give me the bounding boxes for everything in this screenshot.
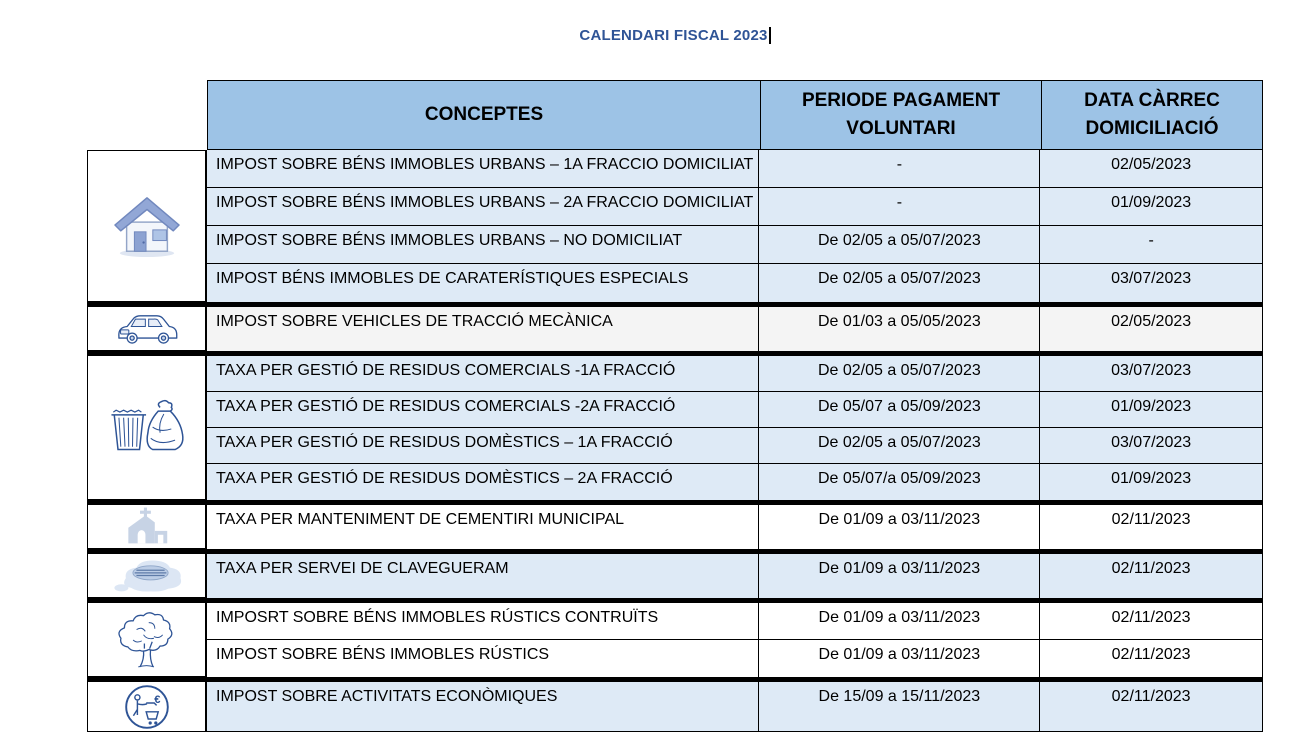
house-icon bbox=[87, 150, 207, 302]
tree-icon bbox=[87, 603, 207, 677]
period-cell: De 02/05 a 05/07/2023 bbox=[759, 356, 1040, 391]
table-row bbox=[207, 428, 1263, 464]
period-cell: De 05/07 a 05/09/2023 bbox=[759, 392, 1040, 427]
concept-cell: IMPOST SOBRE BÉNS IMMOBLES RÚSTICS bbox=[207, 640, 759, 677]
concept-cell: TAXA PER MANTENIMENT DE CEMENTIRI MUNICIPAL bbox=[207, 505, 759, 549]
charge-date-cell: - bbox=[1148, 232, 1154, 249]
charge-date-cell: 03/07/2023 bbox=[1111, 434, 1192, 451]
table-row bbox=[207, 356, 1263, 392]
concept-cell: TAXA PER GESTIÓ DE RESIDUS DOMÈSTICS – 1A FRACCIÓ bbox=[207, 428, 759, 463]
header-data-carrec: DATA CÀRREC DOMICILIACIÓ bbox=[1041, 81, 1262, 149]
charge-date-cell: 02/11/2023 bbox=[1111, 609, 1191, 626]
table-section bbox=[87, 603, 1263, 677]
period-cell: - bbox=[759, 188, 1040, 225]
charge-date-cell: 02/11/2023 bbox=[1111, 560, 1191, 577]
header-conceptes: CONCEPTES bbox=[424, 104, 544, 126]
charge-date-cell: 03/07/2023 bbox=[1111, 362, 1192, 379]
table-row bbox=[207, 464, 1263, 500]
period-cell: De 01/09 a 03/11/2023 bbox=[759, 554, 1040, 598]
church-cemetery-icon bbox=[87, 505, 207, 549]
table-row bbox=[207, 188, 1263, 226]
concept-cell: TAXA PER GESTIÓ DE RESIDUS DOMÈSTICS – 2A FRACCIÓ bbox=[207, 464, 759, 500]
charge-date-cell: 02/05/2023 bbox=[1111, 156, 1192, 173]
table-section bbox=[87, 554, 1263, 598]
period-cell: De 15/09 a 15/11/2023 bbox=[759, 682, 1040, 731]
table-section bbox=[87, 682, 1263, 732]
table-row bbox=[207, 682, 1263, 732]
period-cell: De 01/09 a 03/11/2023 bbox=[759, 603, 1040, 639]
table-row bbox=[207, 264, 1263, 302]
concept-cell: TAXA PER GESTIÓ DE RESIDUS COMERCIALS -2A FRACCIÓ bbox=[207, 392, 759, 427]
table-row bbox=[207, 307, 1263, 351]
concept-cell: IMPOST SOBRE BÉNS IMMOBLES URBANS – 2A FRACCIO DOMICILIAT bbox=[207, 188, 759, 225]
concept-cell: IMPOST SOBRE ACTIVITATS ECONÒMIQUES bbox=[207, 682, 759, 731]
charge-date-cell: 01/09/2023 bbox=[1111, 194, 1192, 211]
charge-date-cell: 02/11/2023 bbox=[1111, 688, 1191, 705]
document-title-row bbox=[87, 27, 1263, 45]
table-row bbox=[207, 505, 1263, 549]
period-cell: De 02/05 a 05/07/2023 bbox=[759, 428, 1040, 463]
table-row bbox=[207, 554, 1263, 598]
charge-date-cell: 03/07/2023 bbox=[1111, 270, 1192, 287]
table-row bbox=[207, 150, 1263, 188]
charge-date-cell: 01/09/2023 bbox=[1111, 470, 1192, 487]
period-cell: De 02/05 a 05/07/2023 bbox=[759, 264, 1040, 302]
concept-cell: IMPOST SOBRE VEHICLES DE TRACCIÓ MECÀNICA bbox=[207, 307, 759, 351]
table-section bbox=[87, 505, 1263, 549]
table-section bbox=[87, 307, 1263, 351]
table-header-row bbox=[207, 80, 1263, 150]
svg-text:€: € bbox=[153, 693, 160, 706]
trash-bag-icon bbox=[87, 356, 207, 500]
concept-cell: IMPOSRT SOBRE BÉNS IMMOBLES RÚSTICS CONTRUÏTS bbox=[207, 603, 759, 639]
charge-date-cell: 02/05/2023 bbox=[1111, 313, 1192, 330]
economic-activity-icon bbox=[87, 682, 207, 732]
document-title: CALENDARI FISCAL 2023 bbox=[579, 27, 768, 44]
table-row bbox=[207, 392, 1263, 428]
period-cell: De 01/09 a 03/11/2023 bbox=[759, 640, 1040, 677]
table-row bbox=[207, 603, 1263, 640]
table-section bbox=[87, 356, 1263, 500]
table-row bbox=[207, 640, 1263, 677]
table-section bbox=[87, 150, 1263, 302]
table-row bbox=[207, 226, 1263, 264]
table-body bbox=[87, 150, 1263, 732]
charge-date-cell: 01/09/2023 bbox=[1111, 398, 1192, 415]
car-icon bbox=[87, 307, 207, 351]
period-cell: - bbox=[759, 150, 1040, 187]
concept-cell: TAXA PER GESTIÓ DE RESIDUS COMERCIALS -1A FRACCIÓ bbox=[207, 356, 759, 391]
text-cursor bbox=[769, 27, 771, 44]
header-periode-pagament: PERIODE PAGAMENT VOLUNTARI bbox=[760, 81, 1041, 149]
sewer-drain-icon bbox=[87, 554, 207, 598]
concept-cell: IMPOST SOBRE BÉNS IMMOBLES URBANS – 1A FRACCIO DOMICILIAT bbox=[207, 150, 759, 187]
charge-date-cell: 02/11/2023 bbox=[1111, 511, 1191, 528]
concept-cell: TAXA PER SERVEI DE CLAVEGUERAM bbox=[207, 554, 759, 598]
fiscal-calendar-table bbox=[87, 80, 1263, 732]
period-cell: De 02/05 a 05/07/2023 bbox=[759, 226, 1040, 263]
period-cell: De 05/07/a 05/09/2023 bbox=[759, 464, 1040, 500]
charge-date-cell: 02/11/2023 bbox=[1111, 646, 1191, 663]
period-cell: De 01/09 a 03/11/2023 bbox=[759, 505, 1040, 549]
period-cell: De 01/03 a 05/05/2023 bbox=[759, 307, 1040, 351]
concept-cell: IMPOST SOBRE BÉNS IMMOBLES URBANS – NO DOMICILIAT bbox=[207, 226, 759, 263]
concept-cell: IMPOST BÉNS IMMOBLES DE CARATERÍSTIQUES ESPECIALS bbox=[207, 264, 759, 302]
